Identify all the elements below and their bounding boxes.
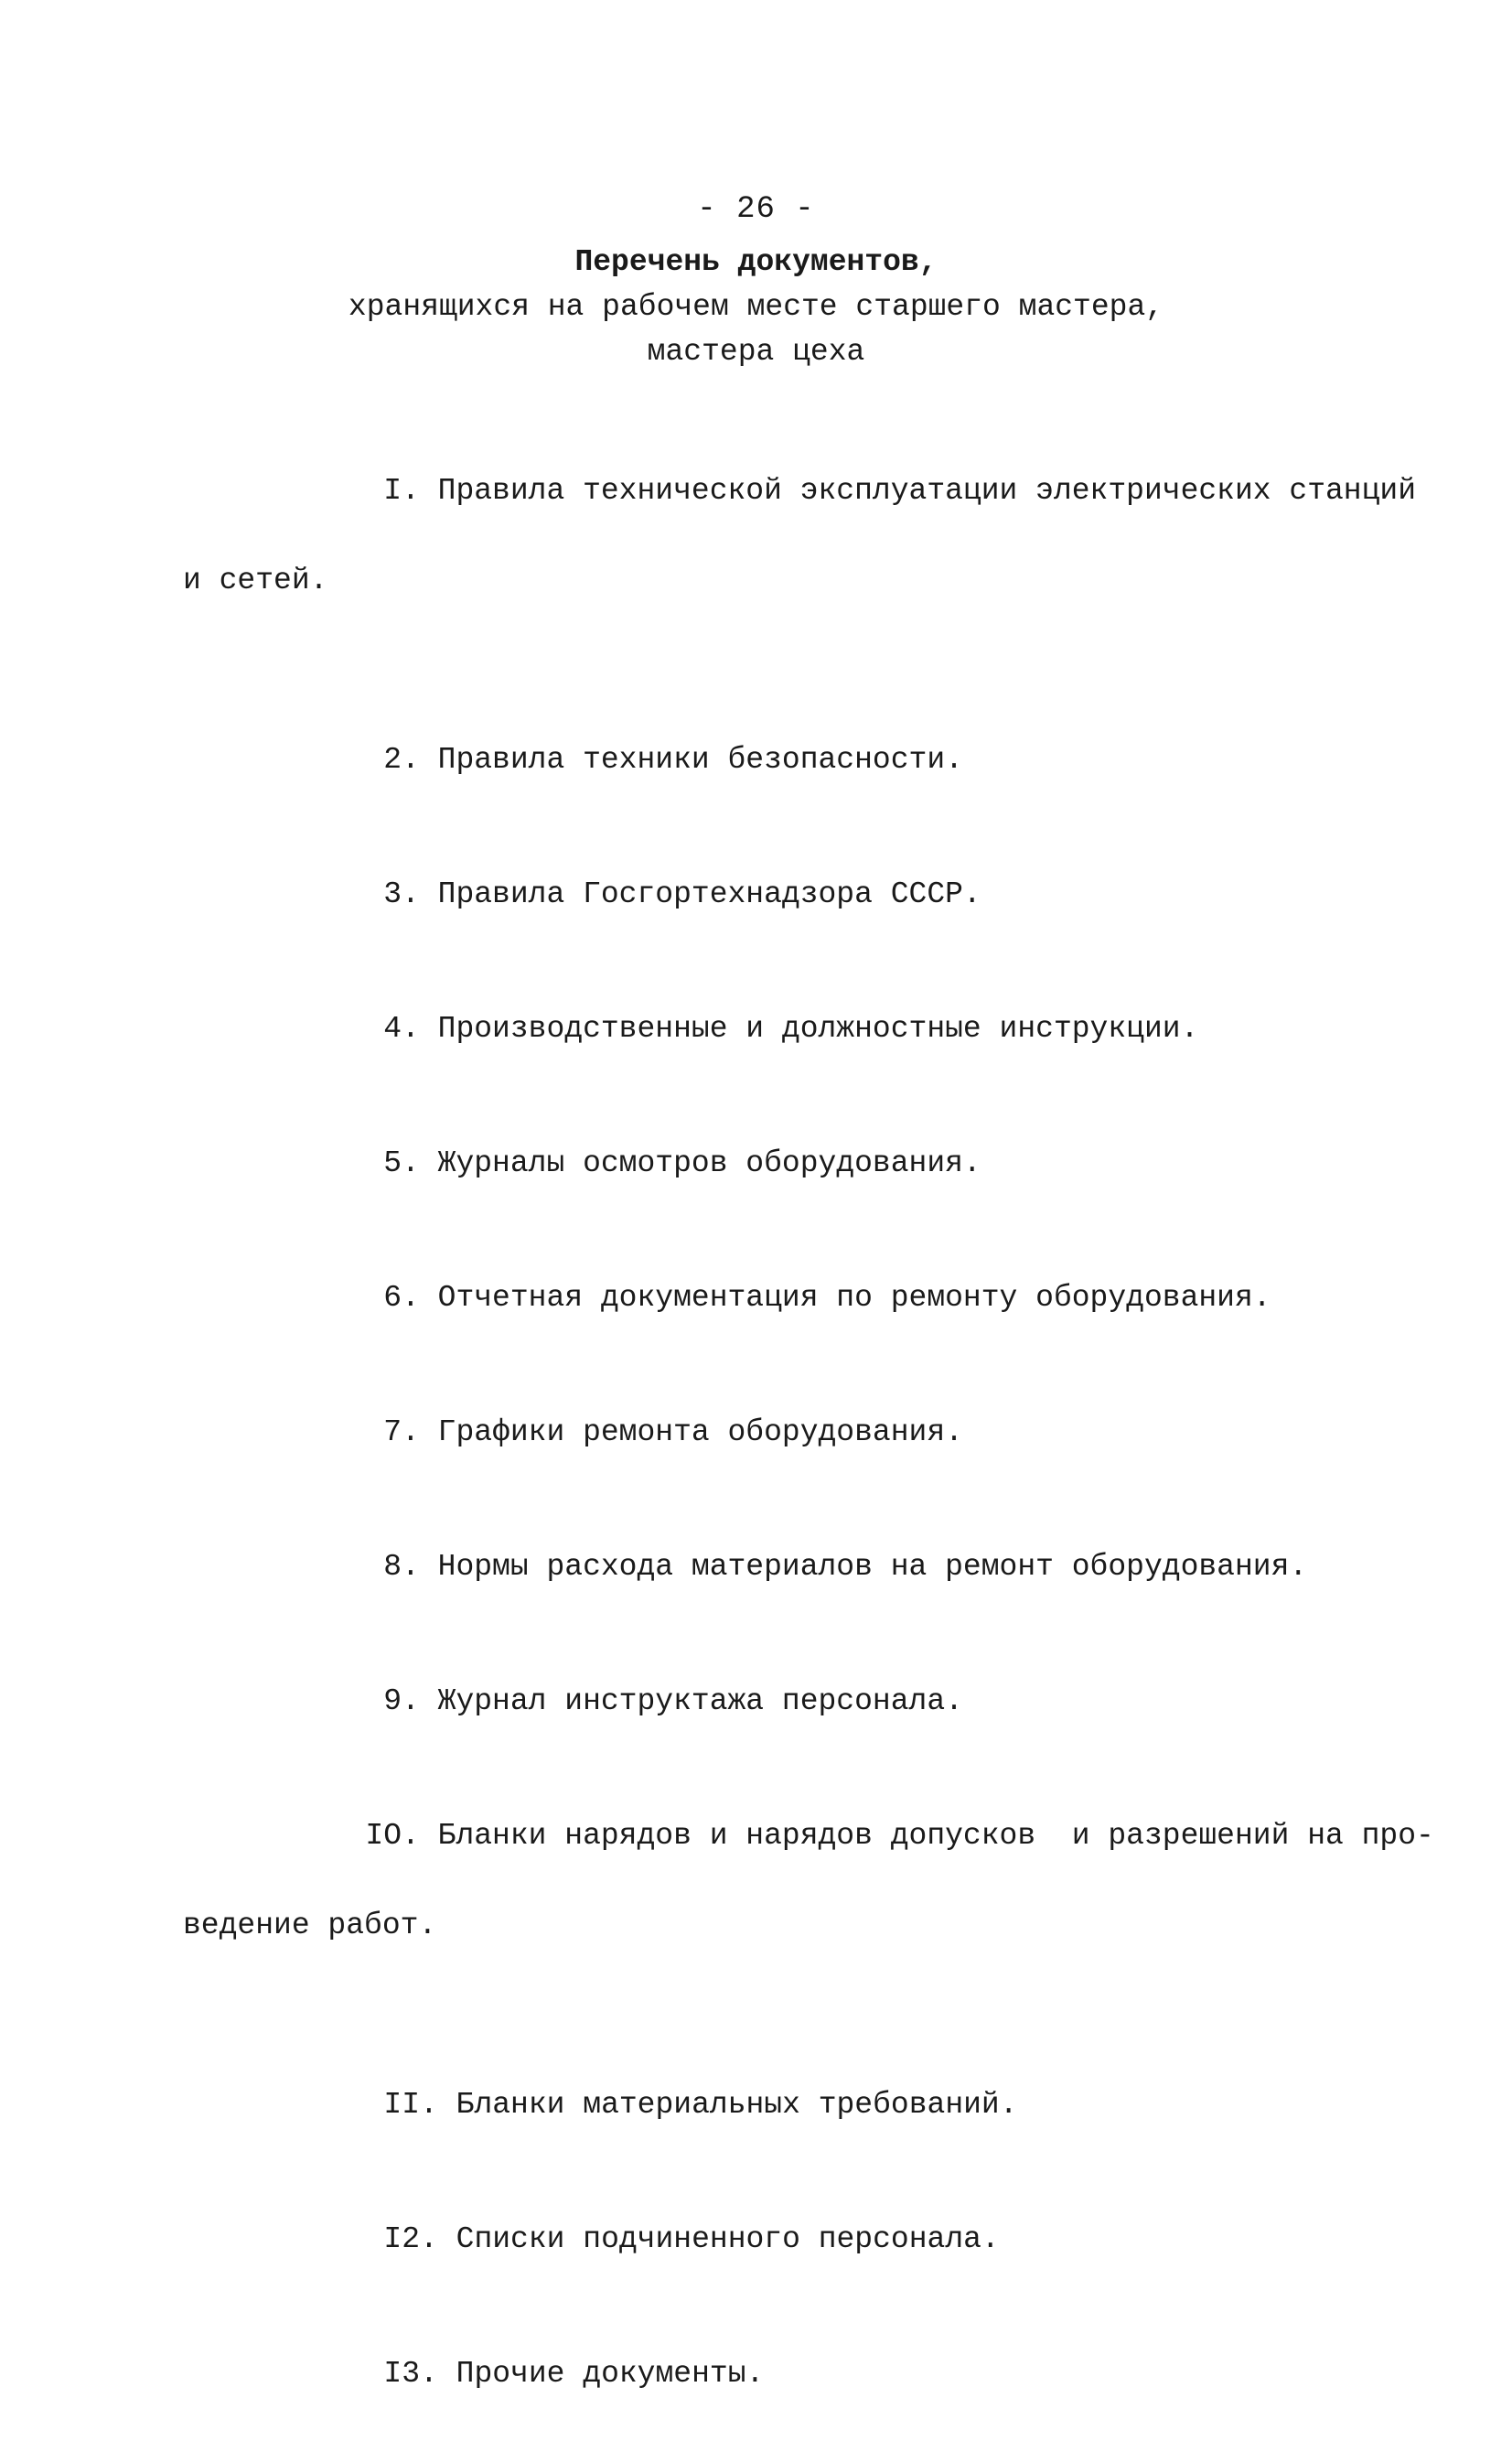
documents-list <box>183 424 1434 2441</box>
list-item <box>183 1769 1434 2038</box>
item-text: Графики ремонта оборудования. <box>437 1415 963 1449</box>
item-number: I2. <box>383 2222 438 2256</box>
item-number: IO. <box>365 1819 420 1853</box>
list-item <box>183 1096 1354 1231</box>
item-text: Правила технической эксплуатации электрических станций <box>437 474 1417 508</box>
item-number: 8. <box>383 1550 420 1584</box>
item-text: Правила техники безопасности. <box>437 743 963 777</box>
page-number: - 26 - <box>697 192 815 227</box>
item-text: Бланки материальных требований. <box>456 2088 1018 2122</box>
item-text: Производственные и должностные инструкции. <box>437 1012 1199 1046</box>
item-text: Прочие документы. <box>456 2357 765 2391</box>
item-number: 5. <box>383 1146 420 1180</box>
heading-subtitle-line1: хранящихся на рабочем месте старшего мастера, <box>348 290 1164 324</box>
list-item <box>183 1634 1354 1769</box>
item-text: Нормы расхода материалов на ремонт оборудования. <box>437 1550 1308 1584</box>
item-number: 2. <box>383 743 420 777</box>
list-item <box>183 693 1354 827</box>
list-item <box>183 827 1354 962</box>
list-item <box>183 424 1417 693</box>
item-number: 3. <box>383 877 420 911</box>
list-item <box>183 2172 1354 2307</box>
item-text-continuation: и сетей. <box>183 564 328 597</box>
list-item <box>183 1231 1354 1365</box>
list-item <box>183 2307 1354 2441</box>
item-text: Правила Госгортехнадзора СССР. <box>437 877 981 911</box>
item-number: 7. <box>383 1415 420 1449</box>
item-text-continuation: ведение работ. <box>183 1909 437 1942</box>
item-number: 4. <box>383 1012 420 1046</box>
list-item <box>183 2038 1354 2172</box>
item-text: Журнал инструктажа персонала. <box>437 1684 963 1718</box>
item-number: I. <box>383 474 420 508</box>
heading-title: Перечень документов, <box>574 245 938 279</box>
item-text: Списки подчиненного персонала. <box>456 2222 1000 2256</box>
list-item <box>183 1365 1354 1500</box>
item-text: Отчетная документация по ремонту оборудования. <box>437 1281 1271 1315</box>
item-text: Журналы осмотров оборудования. <box>437 1146 981 1180</box>
document-heading <box>0 240 1512 374</box>
item-number: 9. <box>383 1684 420 1718</box>
item-number: 6. <box>383 1281 420 1315</box>
item-number: I3. <box>383 2357 438 2391</box>
heading-subtitle-line2: мастера цеха <box>647 335 865 369</box>
item-text: Бланки нарядов и нарядов допусков и разрешений на про- <box>437 1819 1434 1853</box>
list-item <box>183 1500 1354 1634</box>
item-number: II. <box>383 2088 438 2122</box>
list-item <box>183 962 1354 1096</box>
